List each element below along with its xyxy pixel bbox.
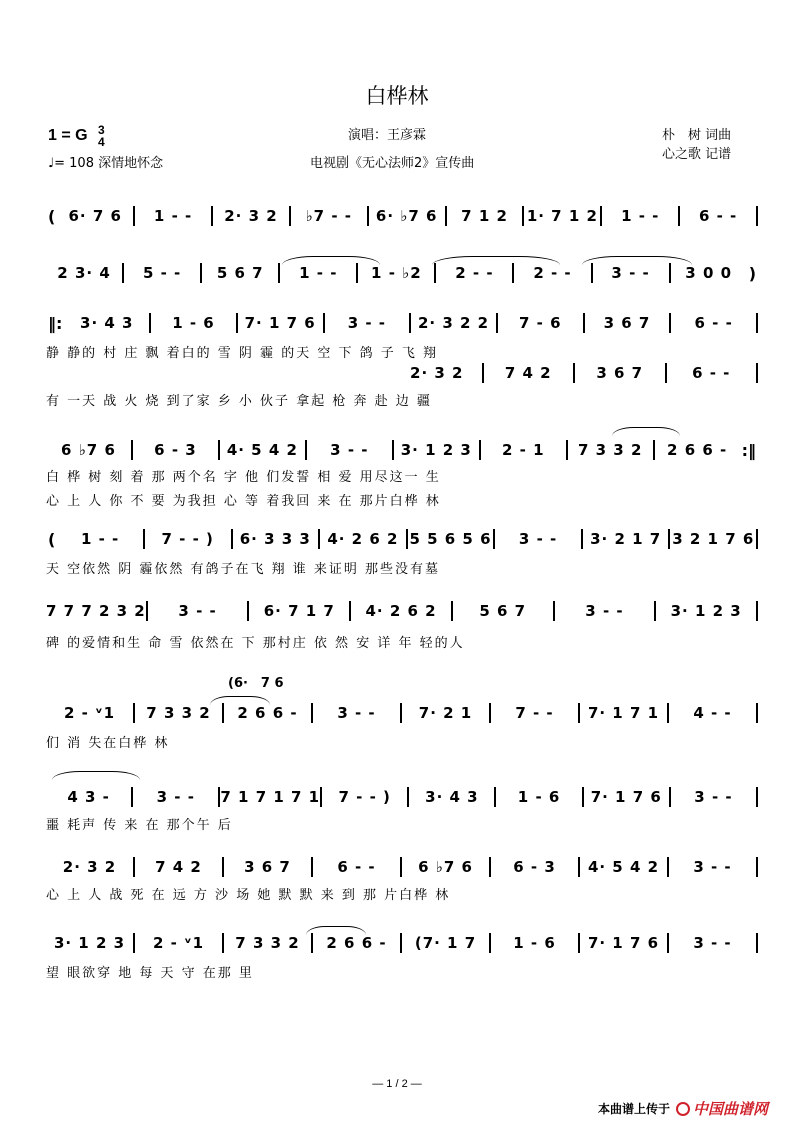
measure: 4· 2 6 2 xyxy=(327,530,399,548)
measure: 3· 4 3 xyxy=(80,314,134,332)
measure: 4· 2 6 2 xyxy=(365,602,437,620)
measure: 1 - - xyxy=(153,207,193,225)
time-bottom: 4 xyxy=(98,135,105,149)
time-signature xyxy=(98,124,105,148)
measure: 4· 5 4 2 xyxy=(226,441,298,459)
time-top: 3 xyxy=(98,123,105,137)
measure: 7 - - ) xyxy=(338,788,391,806)
slur xyxy=(52,771,140,780)
score-line xyxy=(46,598,758,624)
measure: (7· 1 7 xyxy=(414,934,477,952)
measure: 2· 3 2 xyxy=(62,858,117,876)
line-closing-mark: :‖ xyxy=(741,440,757,460)
line-opening-mark: ( xyxy=(48,529,56,549)
measure: 1 - ♭2 xyxy=(371,264,422,282)
line-closing-mark: ) xyxy=(748,263,757,283)
measure: 3 - - xyxy=(611,264,650,282)
measure: 1 - 6 xyxy=(172,314,215,332)
measure: 3· 1 2 3 xyxy=(53,934,126,952)
score-line xyxy=(46,203,758,229)
composer-credit: 朴 树 词曲 xyxy=(662,128,732,143)
key-label: 1 = G xyxy=(48,127,88,145)
measure: 3 - - xyxy=(585,602,624,620)
measure: 2 3· 4 xyxy=(57,264,111,282)
measure: 7· 1 7 6 xyxy=(244,314,316,332)
tempo-marking: ♩= 108 深情地怀念 xyxy=(48,156,164,171)
measure: 5 - - xyxy=(142,264,182,282)
key-signature xyxy=(48,124,105,148)
measure: 2 - - xyxy=(533,264,572,282)
measure: 6 - - xyxy=(692,364,731,382)
measure: 2 - ᵛ1 xyxy=(63,704,116,722)
slur xyxy=(210,696,270,705)
lyric-line: 有 一天 战 火 烧 到了家 乡 小 伙子 拿起 枪 奔 赴 边 疆 xyxy=(46,394,432,409)
measure: 3 - - xyxy=(156,788,195,806)
measure: 5 5 6 5 6 xyxy=(409,530,492,548)
measure: 6· 7 6 xyxy=(68,207,122,225)
measure: 6· 7 1 7 xyxy=(263,602,335,620)
measure: 6 ♭7 6 xyxy=(418,858,473,876)
measure: 2 - - xyxy=(455,264,494,282)
slur xyxy=(612,427,680,436)
measure: 7 4 2 xyxy=(155,858,202,876)
measure: 6 - - xyxy=(694,314,733,332)
measure: 7· 2 1 xyxy=(418,704,473,722)
measure: 1 - 6 xyxy=(517,788,561,806)
measure: 3 - - xyxy=(337,704,376,722)
slur xyxy=(432,256,560,265)
measure: 3· 4 3 xyxy=(425,788,479,806)
measure: 7 - 6 xyxy=(519,314,562,332)
measure: 6 - 3 xyxy=(513,858,556,876)
lyric-line: 白 桦 树 刻 着 那 两个名 字 他 们发誓 相 爱 用尽这一 生 xyxy=(46,470,441,485)
measure: 3 6 7 xyxy=(603,314,651,332)
measure: 4 3 - xyxy=(67,788,110,806)
measure: 7 4 2 xyxy=(504,364,552,382)
measure: 1 - - xyxy=(621,207,660,225)
measure: 3· 2 1 7 xyxy=(590,530,662,548)
measure: 3 - - xyxy=(518,530,558,548)
measure: 6· 3 3 3 xyxy=(239,530,311,548)
barline xyxy=(756,363,758,383)
measure: ♭7 - - xyxy=(305,207,353,225)
score-line xyxy=(46,526,758,552)
measure: 6 - - xyxy=(337,858,376,876)
measure: 7 - - xyxy=(515,704,554,722)
measure: 7 3 3 2 xyxy=(146,704,211,722)
measure: 3 2 1 7 6 xyxy=(672,530,755,548)
measure: 2· 3 2 2 xyxy=(418,314,490,332)
score-line xyxy=(46,930,758,956)
lyric-line: 望 眼欲穿 地 每 天 守 在那 里 xyxy=(46,966,254,981)
site-logo[interactable] xyxy=(676,1098,768,1119)
measure: 6· ♭7 6 xyxy=(375,207,438,225)
measure: 7· 1 7 1 xyxy=(587,704,660,722)
score-line xyxy=(46,700,758,726)
source-credit: 电视剧《无心法师2》宣传曲 xyxy=(310,156,475,171)
score-line xyxy=(46,784,758,810)
logo-icon xyxy=(676,1102,690,1116)
measure: 2 - 1 xyxy=(501,441,545,459)
score-line xyxy=(392,360,758,386)
measure: 3 - - xyxy=(694,788,733,806)
score-line xyxy=(46,310,758,336)
barline xyxy=(756,857,758,877)
song-title: 白桦林 xyxy=(365,84,429,108)
line-opening-mark: ( xyxy=(48,206,56,226)
measure: 3 - - xyxy=(178,602,217,620)
barline xyxy=(756,787,758,807)
measure: 3 - - xyxy=(330,441,369,459)
measure: 6 - - xyxy=(698,207,738,225)
barline xyxy=(756,206,758,226)
measure: 2 6 6 - xyxy=(667,441,728,459)
measure: 7 3 3 2 xyxy=(577,441,643,459)
measure: 7 1 7 1 7 1 xyxy=(220,788,321,806)
measure: 3 - - xyxy=(693,934,732,952)
measure: 3 - - xyxy=(347,314,387,332)
lyric-line: 噩 耗声 传 来 在 那个午 后 xyxy=(46,818,233,833)
measure: 5 6 7 xyxy=(216,264,264,282)
lyric-line: 心 上 人 你 不 要 为我担 心 等 着我回 来 在 那片白桦 林 xyxy=(46,494,441,509)
measure: 7 3 3 2 xyxy=(235,934,300,952)
score-line xyxy=(46,437,758,463)
measure: 1 - 6 xyxy=(513,934,556,952)
slur xyxy=(306,926,366,935)
upload-credit xyxy=(598,1098,768,1119)
measure: 7 7 7 2 3 2 xyxy=(46,602,146,620)
lyric-line: 静 静的 村 庄 飘 着白的 雪 阴 霾 的天 空 下 鸽 子 飞 翔 xyxy=(46,346,438,361)
slur xyxy=(582,256,692,265)
lyric-line: 天 空依然 阴 霾依然 有鸽子在飞 翔 谁 来证明 那些没有墓 xyxy=(46,562,441,577)
barline xyxy=(756,703,758,723)
barline xyxy=(756,933,758,953)
measure: 6 - 3 xyxy=(154,441,197,459)
singer-credit: 演唱：王彦霖 xyxy=(348,128,427,143)
ornament-notes: (6· 7 6 xyxy=(228,676,284,691)
measure: 6 ♭7 6 xyxy=(61,441,116,459)
measure: 7· 1 7 6 xyxy=(590,788,662,806)
measure: 3 6 7 xyxy=(244,858,291,876)
site-name: 中国曲谱网 xyxy=(693,1101,769,1118)
measure: 3 - - xyxy=(693,858,732,876)
measure: 3 0 0 xyxy=(685,264,733,282)
measure: 3· 1 2 3 xyxy=(400,441,472,459)
score-line xyxy=(46,854,758,880)
measure: 7 - - ) xyxy=(161,530,214,548)
lyric-line: 们 消 失在白桦 林 xyxy=(46,736,170,751)
measure: 1 - - xyxy=(80,530,120,548)
measure: 3· 1 2 3 xyxy=(670,602,742,620)
line-opening-mark: ‖: xyxy=(48,313,63,333)
measure: 7· 1 7 6 xyxy=(587,934,660,952)
lyric-line: 心 上 人 战 死 在 远 方 沙 场 她 默 默 来 到 那 片白桦 林 xyxy=(46,888,451,903)
lyric-line: 碑 的爱情和生 命 雪 依然在 下 那村庄 依 然 安 详 年 轻的人 xyxy=(46,636,465,651)
measure: 2 - ᵛ1 xyxy=(152,934,205,952)
page-number: — 1 / 2 — xyxy=(372,1078,422,1090)
measure: 1 - - xyxy=(299,264,338,282)
barline xyxy=(756,601,758,621)
transcriber-credit: 心之歌 记谱 xyxy=(662,147,732,162)
measure: 1· 7 1 2 xyxy=(526,207,598,225)
measure: 2· 3 2 xyxy=(410,364,464,382)
measure: 4 - - xyxy=(693,704,732,722)
measure: 2 6 6 - xyxy=(326,934,387,952)
measure: 3 6 7 xyxy=(596,364,644,382)
upload-label: 本曲谱上传于 xyxy=(598,1102,671,1116)
measure: 4· 5 4 2 xyxy=(587,858,660,876)
barline xyxy=(756,313,758,333)
measure: 2 6 6 - xyxy=(237,704,298,722)
barline xyxy=(756,529,758,549)
slur xyxy=(282,256,380,265)
measure: 2· 3 2 xyxy=(224,207,278,225)
measure: 5 6 7 xyxy=(479,602,527,620)
measure: 7 1 2 xyxy=(461,207,508,225)
